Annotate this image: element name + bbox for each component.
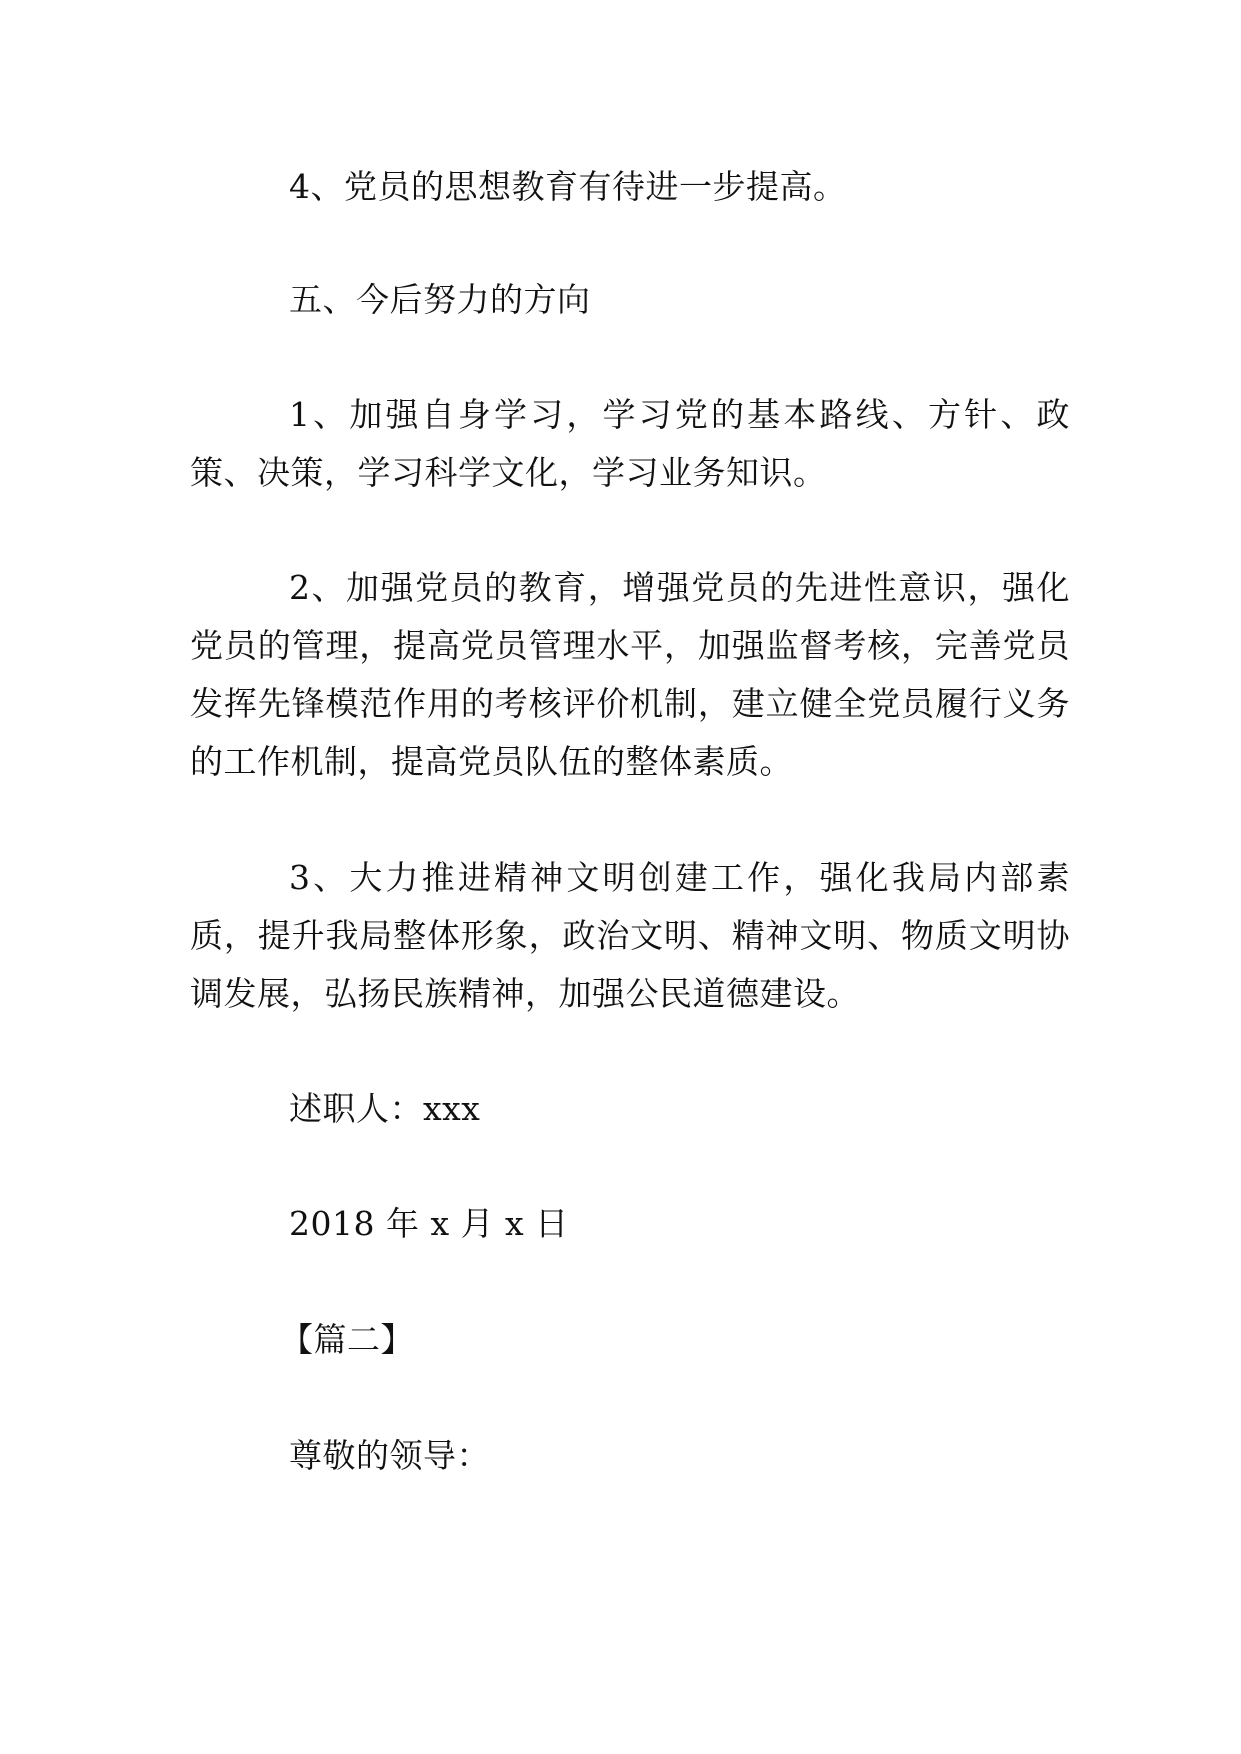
- section-heading-future-direction: 五、今后努力的方向: [289, 280, 591, 319]
- report-date: 2018 年 x 月 x 日: [289, 1204, 569, 1243]
- section-label-part-two: 【篇二】: [280, 1320, 414, 1359]
- salutation: 尊敬的领导：: [289, 1436, 490, 1475]
- paragraph-item-3-spiritual-civilization: 3、大力推进精神文明创建工作，强化我局内部素质，提升我局整体形象，政治文明、精神文明、物质文明协调发展，弘扬民族精神，加强公民道德建设。: [190, 858, 1070, 1013]
- paragraph-party-member-education-issue: 4、党员的思想教育有待进一步提高。: [289, 167, 847, 206]
- reporter-signature: 述职人：xxx: [289, 1089, 481, 1128]
- paragraph-item-2-member-education: 2、加强党员的教育，增强党员的先进性意识，强化党员的管理，提高党员管理水平，加强监督考核，完善党员发挥先锋模范作用的考核评价机制，建立健全党员履行义务的工作机制，提高党员队伍的整体素质。: [190, 568, 1070, 781]
- paragraph-item-1-self-study: 1、加强自身学习，学习党的基本路线、方针、政策、决策，学习科学文化，学习业务知识。: [190, 395, 1070, 492]
